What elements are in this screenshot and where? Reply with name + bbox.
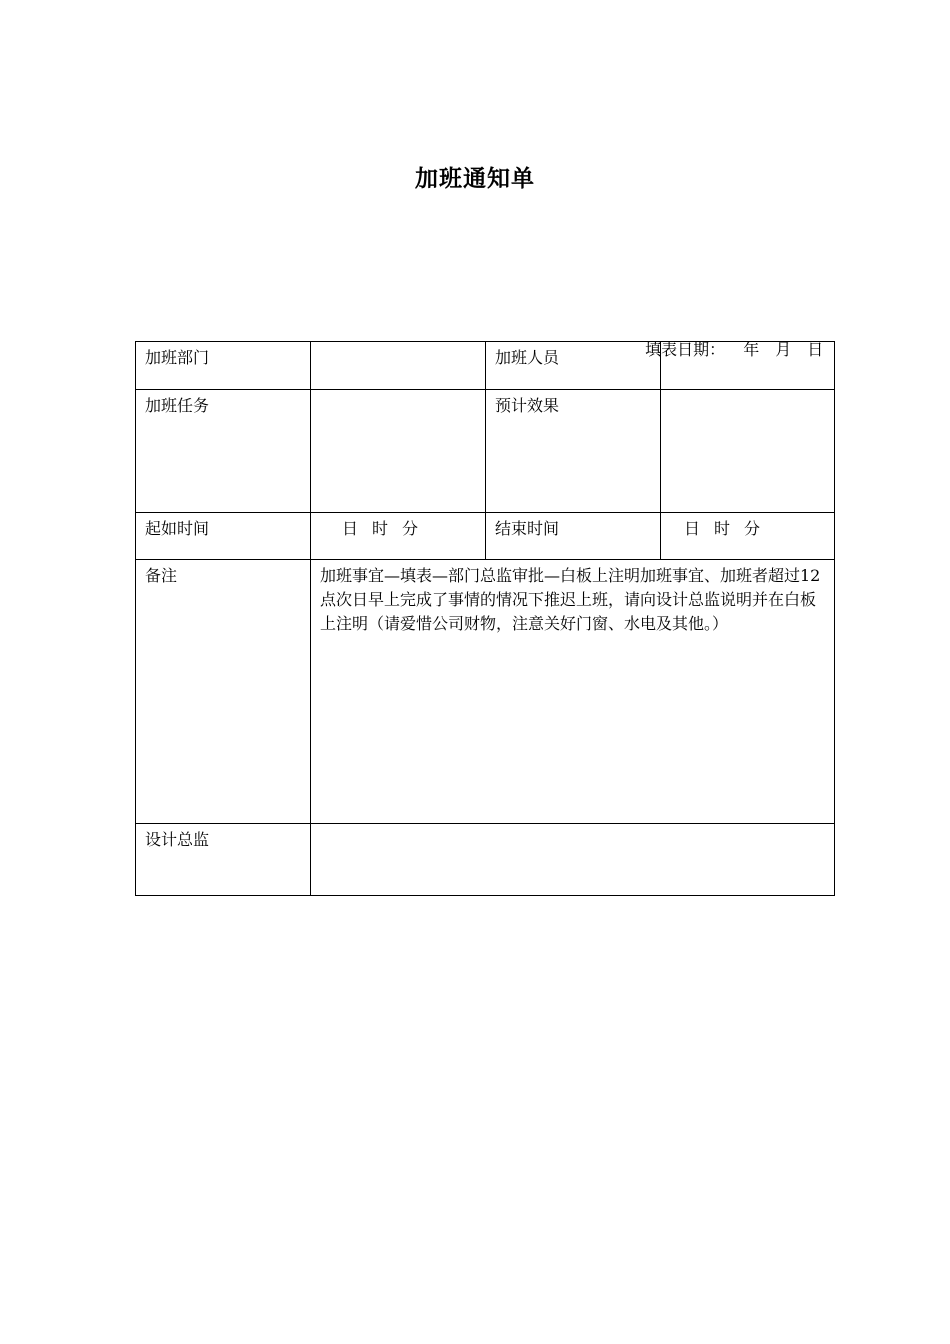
fill-date-year: 年 [743, 340, 760, 359]
table-row [136, 513, 835, 560]
start-minute-unit: 分 [402, 519, 419, 538]
table-row [136, 824, 835, 896]
overtime-form-table [135, 341, 835, 896]
staff-value-cell[interactable] [661, 342, 835, 390]
page-title: 加班通知单 [415, 166, 535, 192]
end-time-cell[interactable] [661, 513, 835, 560]
task-value-cell[interactable] [311, 390, 486, 513]
table-row [136, 342, 835, 390]
end-hour-unit: 时 [714, 519, 731, 538]
start-time-label: 起如时间 [136, 513, 311, 560]
table-row [136, 560, 835, 824]
effect-label: 预计效果 [486, 390, 661, 513]
table-row [136, 390, 835, 513]
start-day-unit: 日 [342, 519, 359, 538]
fill-date-label: 填表日期： [645, 340, 726, 359]
fill-date-month: 月 [775, 340, 792, 359]
fill-date-day: 日 [807, 340, 824, 359]
start-time-cell[interactable] [311, 513, 486, 560]
director-value-cell[interactable] [311, 824, 835, 896]
task-label: 加班任务 [136, 390, 311, 513]
end-minute-unit: 分 [744, 519, 761, 538]
end-time-label: 结束时间 [486, 513, 661, 560]
dept-label: 加班部门 [136, 342, 311, 390]
effect-value-cell[interactable] [661, 390, 835, 513]
start-hour-unit: 时 [372, 519, 389, 538]
notes-label: 备注 [136, 560, 311, 824]
staff-label: 加班人员 [486, 342, 661, 390]
dept-value-cell[interactable] [311, 342, 486, 390]
director-label: 设计总监 [136, 824, 311, 896]
end-day-unit: 日 [684, 519, 701, 538]
notes-text: 加班事宜—填表—部门总监审批—白板上注明加班事宜、加班者超过12点次日早上完成了事情的情况下推迟上班，请向设计总监说明并在白板上注明（请爱惜公司财物，注意关好门窗、水电及其他。） [311, 560, 835, 824]
